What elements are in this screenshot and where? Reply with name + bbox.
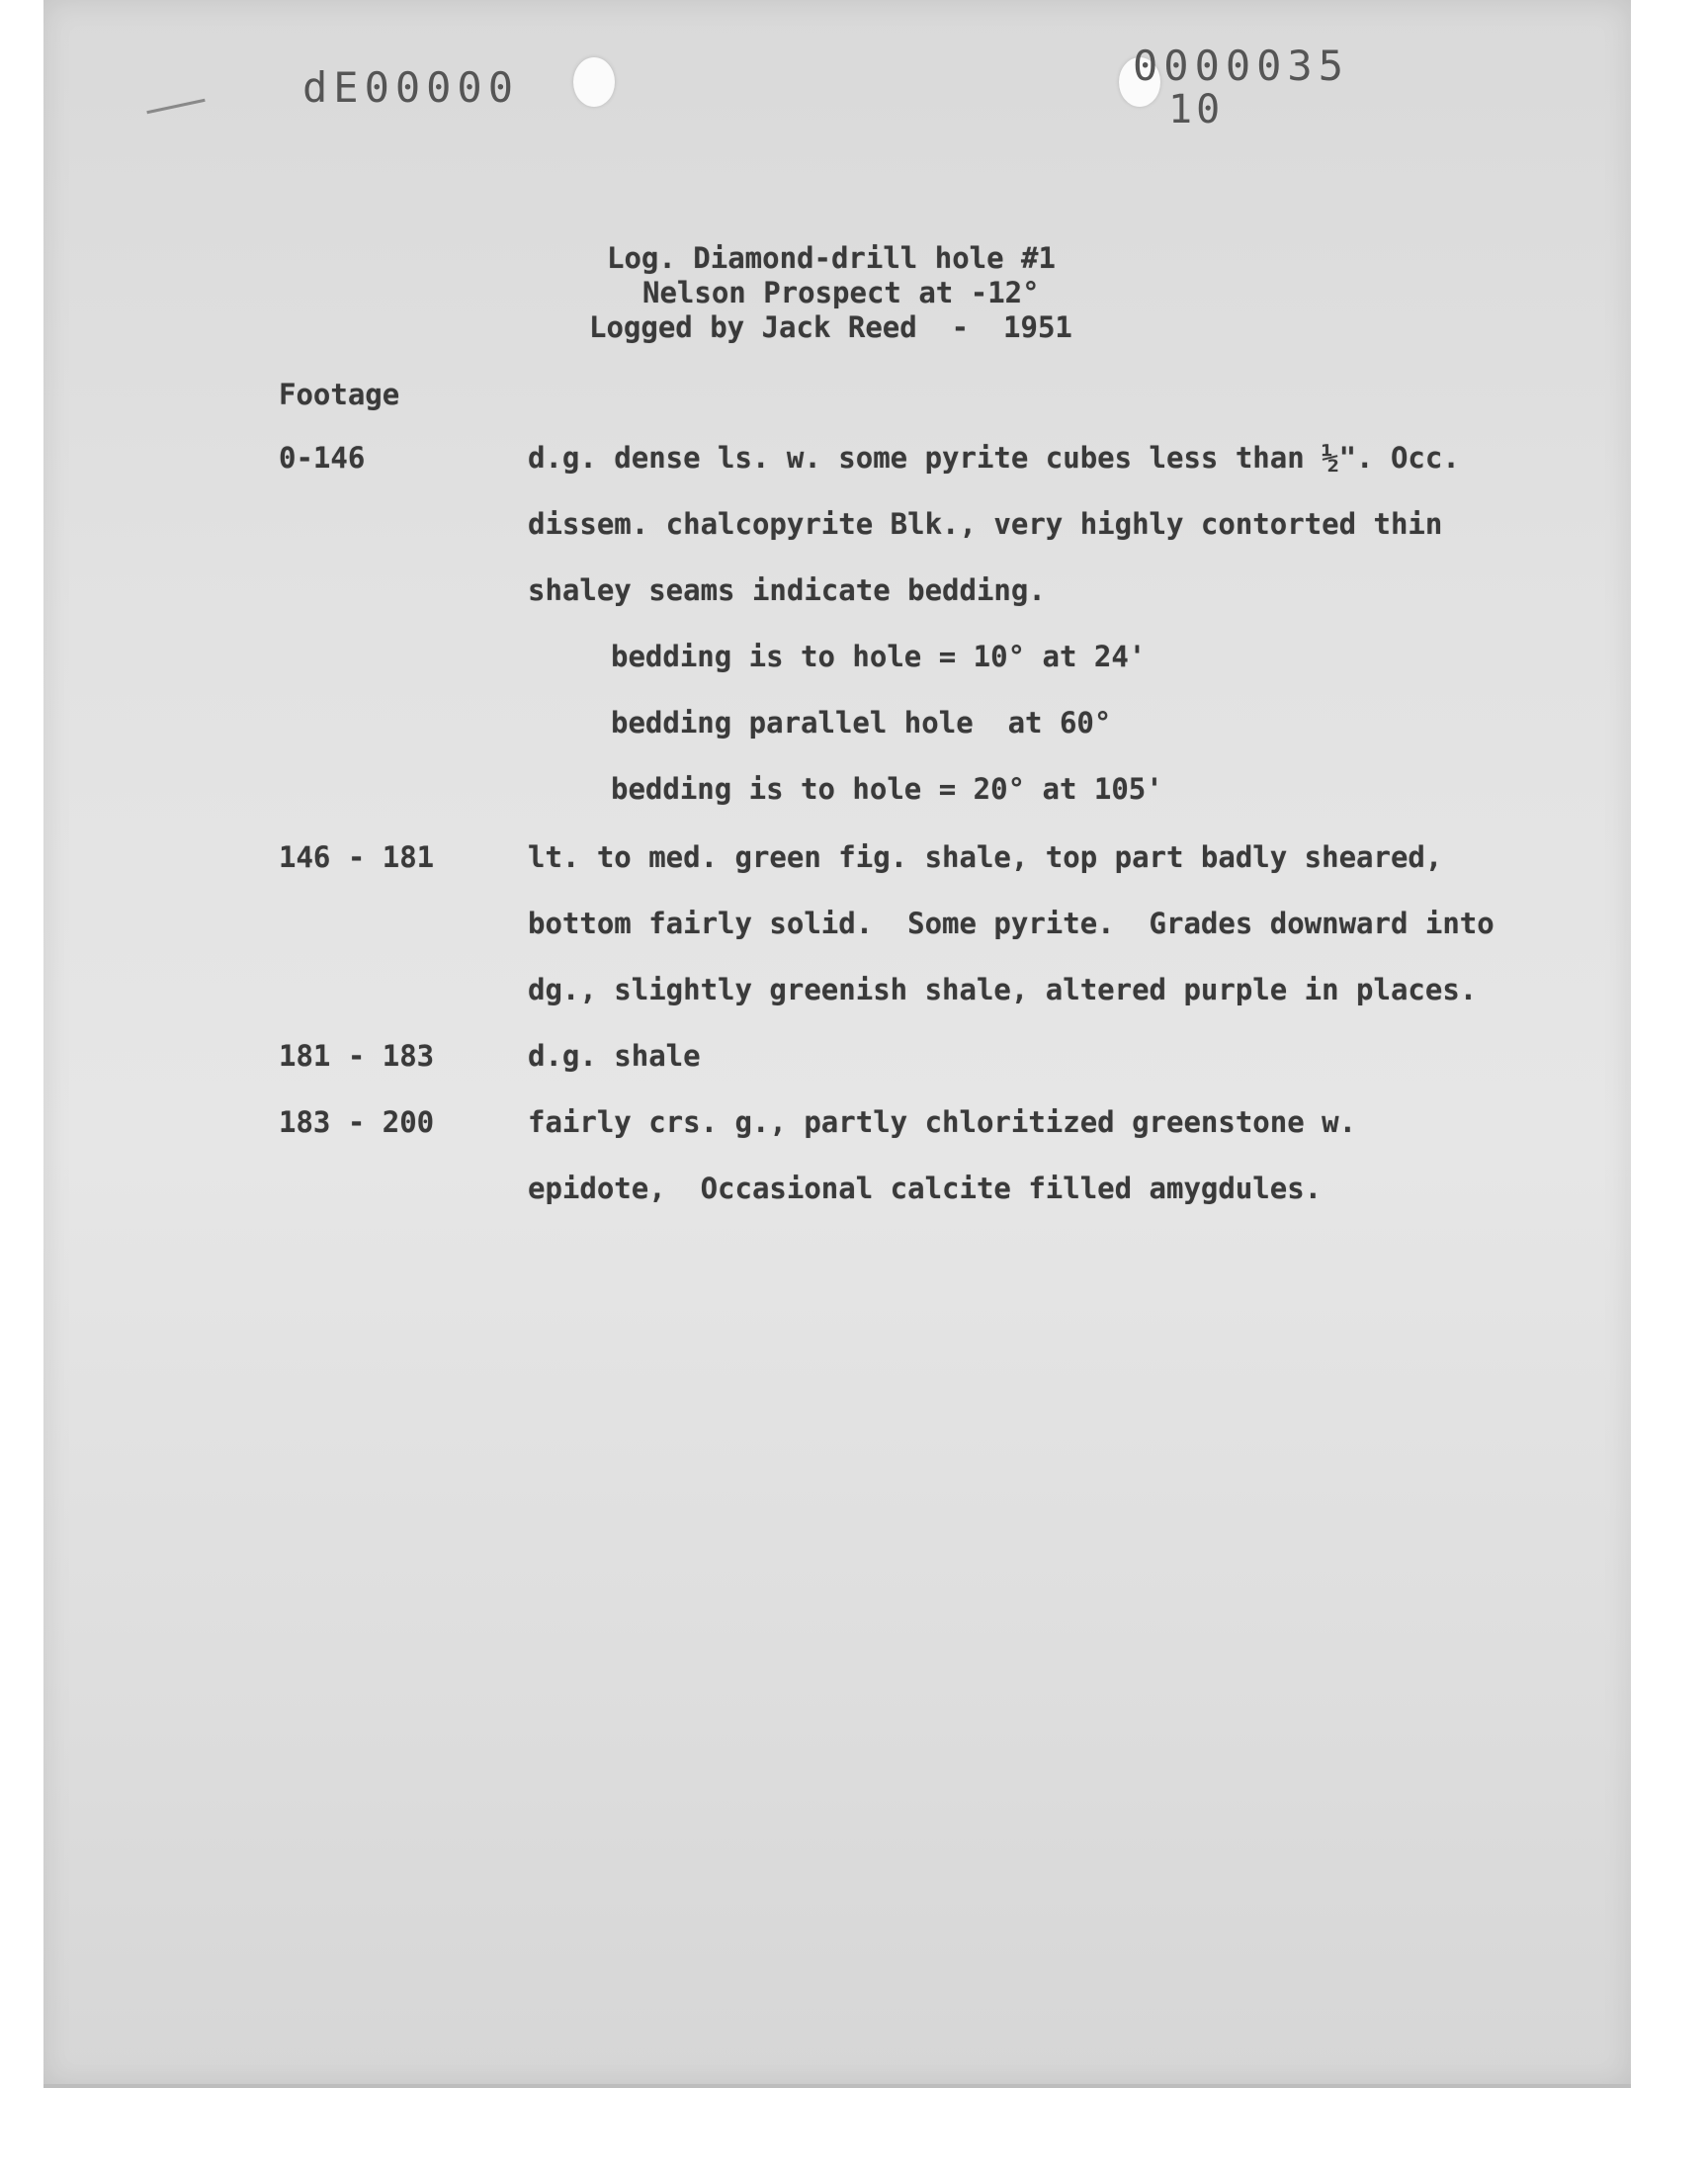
- description-line: fairly crs. g., partly chloritized greenstone w.: [528, 1105, 1357, 1139]
- description-line: dissem. chalcopyrite Blk., very highly contorted thin: [528, 507, 1443, 541]
- depth-range: 183 - 200: [279, 1105, 435, 1139]
- page-stamp-right: 0000035: [1133, 42, 1350, 90]
- header-location: Nelson Prospect at -12°: [642, 276, 1040, 309]
- punch-hole-left: [573, 57, 615, 107]
- footage-heading: Footage: [279, 378, 400, 411]
- page-stamp-right-sub: 10: [1168, 87, 1225, 132]
- description-line: bottom fairly solid. Some pyrite. Grades downward into: [528, 907, 1494, 940]
- depth-range: 146 - 181: [279, 840, 435, 874]
- bedding-note: bedding is to hole = 10° at 24': [611, 640, 1147, 673]
- header-logger: Logged by Jack Reed - 1951: [589, 310, 1072, 344]
- depth-range: 0-146: [279, 441, 366, 475]
- description-line: d.g. dense ls. w. some pyrite cubes less than ½". Occ.: [528, 441, 1460, 475]
- bedding-note: bedding is to hole = 20° at 105': [611, 772, 1163, 806]
- depth-range: 181 - 183: [279, 1039, 435, 1073]
- description-line: lt. to med. green fig. shale, top part badly sheared,: [528, 840, 1443, 874]
- description-line: d.g. shale: [528, 1039, 701, 1073]
- description-line: shaley seams indicate bedding.: [528, 573, 1046, 607]
- description-line: epidote, Occasional calcite filled amygdules.: [528, 1172, 1323, 1205]
- page-stamp-left: dE00000: [302, 63, 520, 112]
- header-title: Log. Diamond-drill hole #1: [607, 241, 1056, 275]
- description-line: dg., slightly greenish shale, altered purple in places.: [528, 973, 1478, 1006]
- bedding-note: bedding parallel hole at 60°: [611, 706, 1112, 740]
- sheet-edge: [43, 2084, 1631, 2088]
